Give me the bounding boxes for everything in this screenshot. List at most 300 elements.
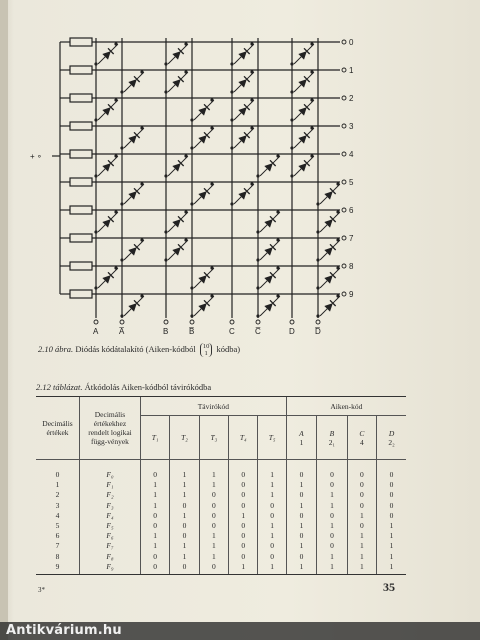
output-label: 1 bbox=[349, 66, 354, 75]
teleprinter-bit-cell: 1 bbox=[258, 521, 286, 531]
junction-dot bbox=[210, 266, 213, 269]
teleprinter-bit-cell: 1 bbox=[140, 490, 169, 500]
aiken-bit-cell: 0 bbox=[347, 521, 376, 531]
aiken-bit-cell: 1 bbox=[347, 562, 376, 575]
aiken-bit-cell: 0 bbox=[347, 501, 376, 511]
junction-dot bbox=[276, 238, 279, 241]
diode-part bbox=[98, 225, 105, 232]
junction-dot bbox=[114, 210, 117, 213]
junction-dot bbox=[250, 98, 253, 101]
teleprinter-bit-cell: 1 bbox=[140, 541, 169, 551]
teleprinter-bit-cell: 0 bbox=[140, 460, 169, 481]
teleprinter-bit-cell: 1 bbox=[199, 460, 228, 481]
teleprinter-bit-cell: 1 bbox=[258, 460, 286, 481]
aiken-bit-cell: 1 bbox=[286, 521, 316, 531]
aiken-bit-cell: 0 bbox=[317, 480, 347, 490]
diode-part bbox=[234, 141, 241, 148]
aiken-bit-cell: 1 bbox=[377, 521, 406, 531]
header-t4: T₄ bbox=[229, 416, 258, 460]
teleprinter-bit-cell: 1 bbox=[170, 460, 199, 481]
aiken-bit-cell: 1 bbox=[377, 531, 406, 541]
binomial-bottom: 1 bbox=[204, 350, 208, 357]
junction-dot bbox=[210, 294, 213, 297]
diode-part bbox=[168, 57, 175, 64]
diode-part bbox=[124, 253, 131, 260]
aiken-bit-cell: 0 bbox=[317, 531, 347, 541]
function-cell: F₈ bbox=[80, 552, 141, 562]
diode-part bbox=[194, 141, 201, 148]
aiken-bit-cell: 0 bbox=[347, 490, 376, 500]
diode-part bbox=[294, 169, 301, 176]
teleprinter-bit-cell: 0 bbox=[140, 521, 169, 531]
diode-part bbox=[124, 197, 131, 204]
junction-dot bbox=[336, 238, 339, 241]
table-row bbox=[36, 552, 406, 562]
junction-dot bbox=[184, 238, 187, 241]
teleprinter-bit-cell: 0 bbox=[199, 501, 228, 511]
decimal-cell: 4 bbox=[55, 510, 60, 520]
junction-dot bbox=[120, 202, 123, 205]
code-input-label: D bbox=[289, 327, 295, 336]
header-b bbox=[317, 416, 347, 460]
header-c-letter: C bbox=[359, 428, 365, 438]
junction-dot bbox=[336, 182, 339, 185]
code-input-terminal bbox=[190, 320, 194, 324]
junction-dot bbox=[310, 126, 313, 129]
junction-dot bbox=[140, 126, 143, 129]
teleprinter-bit-cell: 0 bbox=[199, 562, 228, 575]
resistor bbox=[70, 262, 92, 270]
diode-part bbox=[260, 309, 267, 316]
decimal-cell: 1 bbox=[55, 480, 60, 490]
junction-dot bbox=[140, 294, 143, 297]
junction-dot bbox=[210, 182, 213, 185]
junction-dot bbox=[336, 210, 339, 213]
junction-dot bbox=[336, 294, 339, 297]
junction-dot bbox=[290, 62, 293, 65]
aiken-bit-cell: 0 bbox=[286, 460, 316, 481]
junction-dot bbox=[120, 314, 123, 317]
diode-part bbox=[124, 85, 131, 92]
watermark-text: Antikvárium.hu bbox=[6, 623, 122, 638]
function-cell: F₇ bbox=[80, 541, 141, 551]
code-input-terminal bbox=[120, 320, 124, 324]
aiken-bit-cell: 1 bbox=[317, 562, 347, 575]
code-input-label: B̅ bbox=[189, 327, 195, 336]
junction-dot bbox=[114, 266, 117, 269]
function-cell: F₉ bbox=[80, 562, 141, 575]
aiken-bit-cell: 1 bbox=[286, 562, 316, 575]
aiken-bit-cell: 1 bbox=[347, 511, 376, 521]
table-body bbox=[36, 460, 406, 575]
diode-part bbox=[294, 57, 301, 64]
diode-part bbox=[168, 85, 175, 92]
teleprinter-bit-cell: 1 bbox=[199, 552, 228, 562]
diode-part bbox=[320, 197, 327, 204]
code-input-terminal bbox=[316, 320, 320, 324]
aiken-bit-cell: 0 bbox=[377, 480, 406, 490]
junction-dot bbox=[290, 174, 293, 177]
binomial-top: 10 bbox=[202, 343, 210, 350]
header-d bbox=[377, 416, 406, 460]
diode-part bbox=[168, 169, 175, 176]
teleprinter-bit-cell: 0 bbox=[170, 521, 199, 531]
aiken-bit-cell: 1 bbox=[377, 562, 406, 575]
junction-dot bbox=[210, 98, 213, 101]
output-label: 8 bbox=[349, 262, 354, 271]
junction-dot bbox=[230, 90, 233, 93]
junction-dot bbox=[184, 42, 187, 45]
junction-dot bbox=[190, 118, 193, 121]
teleprinter-bit-cell: 1 bbox=[170, 552, 199, 562]
aiken-bit-cell: 1 bbox=[377, 541, 406, 551]
output-terminal bbox=[342, 264, 346, 268]
input-label: + ∘ bbox=[30, 152, 42, 161]
output-terminal bbox=[342, 68, 346, 72]
aiken-bit-cell: 0 bbox=[377, 460, 406, 481]
junction-dot bbox=[190, 146, 193, 149]
table-row bbox=[36, 541, 406, 551]
decimal-cell: 2 bbox=[55, 490, 60, 500]
teleprinter-bit-cell: 0 bbox=[199, 490, 228, 500]
diode-part bbox=[98, 113, 105, 120]
aiken-bit-cell: 1 bbox=[347, 541, 376, 551]
aiken-code-table bbox=[36, 396, 406, 575]
code-input-label: C̅ bbox=[255, 327, 261, 336]
header-a-letter: A bbox=[299, 428, 304, 438]
diode-part bbox=[320, 253, 327, 260]
resistor bbox=[70, 206, 92, 214]
junction-dot bbox=[114, 42, 117, 45]
junction-dot bbox=[276, 266, 279, 269]
function-cell: F₂ bbox=[80, 490, 141, 500]
output-terminal bbox=[342, 208, 346, 212]
junction-dot bbox=[164, 62, 167, 65]
aiken-bit-cell: 0 bbox=[377, 511, 406, 521]
diode-part bbox=[98, 281, 105, 288]
diode-part bbox=[168, 225, 175, 232]
figure-caption bbox=[38, 343, 240, 357]
header-c bbox=[347, 416, 376, 460]
junction-dot bbox=[256, 230, 259, 233]
aiken-bit-cell: 0 bbox=[377, 490, 406, 500]
aiken-bit-cell: 0 bbox=[317, 541, 347, 551]
junction-dot bbox=[250, 182, 253, 185]
output-terminal bbox=[342, 180, 346, 184]
figure-caption-number: 2.10 ábra. bbox=[38, 343, 74, 354]
code-input-label: B bbox=[163, 327, 169, 336]
teleprinter-bit-cell: 1 bbox=[199, 480, 228, 490]
teleprinter-bit-cell: 0 bbox=[229, 490, 258, 500]
signature-mark: 3* bbox=[38, 586, 45, 594]
junction-dot bbox=[276, 294, 279, 297]
diode-part bbox=[260, 253, 267, 260]
teleprinter-bit-cell: 0 bbox=[140, 511, 169, 521]
junction-dot bbox=[230, 202, 233, 205]
diode-part bbox=[260, 169, 267, 176]
junction-dot bbox=[256, 286, 259, 289]
teleprinter-bit-cell: 1 bbox=[199, 531, 228, 541]
aiken-bit-cell: 0 bbox=[347, 480, 376, 490]
teleprinter-bit-cell: 0 bbox=[229, 521, 258, 531]
teleprinter-bit-cell: 1 bbox=[140, 531, 169, 541]
teleprinter-bit-cell: 1 bbox=[258, 562, 286, 575]
output-label: 7 bbox=[349, 234, 354, 243]
table-row bbox=[36, 501, 406, 511]
junction-dot bbox=[310, 154, 313, 157]
junction-dot bbox=[276, 210, 279, 213]
aiken-bit-cell: 0 bbox=[286, 531, 316, 541]
teleprinter-bit-cell: 1 bbox=[258, 531, 286, 541]
resistor bbox=[70, 178, 92, 186]
code-input-label: D̅ bbox=[315, 327, 321, 336]
header-a bbox=[286, 416, 316, 460]
teleprinter-bit-cell: 0 bbox=[229, 552, 258, 562]
teleprinter-bit-cell: 1 bbox=[170, 480, 199, 490]
code-input-label: A bbox=[93, 327, 99, 336]
junction-dot bbox=[94, 118, 97, 121]
table-row bbox=[36, 521, 406, 531]
junction-dot bbox=[114, 154, 117, 157]
junction-dot bbox=[94, 230, 97, 233]
teleprinter-bit-cell: 1 bbox=[170, 490, 199, 500]
resistor bbox=[70, 94, 92, 102]
table-caption bbox=[36, 382, 211, 392]
teleprinter-bit-cell: 0 bbox=[258, 541, 286, 551]
teleprinter-bit-cell: 0 bbox=[199, 511, 228, 521]
junction-dot bbox=[256, 258, 259, 261]
junction-dot bbox=[310, 70, 313, 73]
teleprinter-bit-cell: 0 bbox=[170, 562, 199, 575]
resistor bbox=[70, 234, 92, 242]
junction-dot bbox=[190, 202, 193, 205]
diode-part bbox=[260, 225, 267, 232]
teleprinter-bit-cell: 0 bbox=[229, 531, 258, 541]
aiken-bit-cell: 0 bbox=[317, 460, 347, 481]
teleprinter-bit-cell: 1 bbox=[140, 480, 169, 490]
junction-dot bbox=[230, 146, 233, 149]
diode-part bbox=[98, 57, 105, 64]
decimal-cell: 9 bbox=[36, 562, 80, 575]
decimal-cell: 7 bbox=[55, 541, 60, 551]
diode-part bbox=[294, 85, 301, 92]
function-cell: F₆ bbox=[80, 531, 141, 541]
aiken-bit-cell: 0 bbox=[286, 511, 316, 521]
junction-dot bbox=[230, 62, 233, 65]
junction-dot bbox=[184, 70, 187, 73]
output-terminal bbox=[342, 152, 346, 156]
aiken-bit-cell: 0 bbox=[286, 552, 316, 562]
aiken-bit-cell: 1 bbox=[317, 501, 347, 511]
aiken-bit-cell: 1 bbox=[317, 552, 347, 562]
junction-dot bbox=[120, 258, 123, 261]
junction-dot bbox=[120, 90, 123, 93]
teleprinter-bit-cell: 1 bbox=[258, 490, 286, 500]
junction-dot bbox=[164, 174, 167, 177]
table-row bbox=[36, 490, 406, 500]
teleprinter-bit-cell: 0 bbox=[258, 501, 286, 511]
junction-dot bbox=[164, 90, 167, 93]
diode-part bbox=[194, 197, 201, 204]
col-decimal-header: Decimális értékek bbox=[36, 397, 80, 460]
header-t5: T₅ bbox=[258, 416, 286, 460]
function-cell: F₃ bbox=[80, 501, 141, 511]
junction-dot bbox=[120, 146, 123, 149]
aiken-bit-cell: 1 bbox=[317, 521, 347, 531]
code-input-terminal bbox=[164, 320, 168, 324]
decimal-cell: 0 bbox=[55, 470, 60, 479]
diode-part bbox=[194, 113, 201, 120]
header-t1: T₁ bbox=[140, 416, 169, 460]
teleprinter-bit-cell: 0 bbox=[258, 552, 286, 562]
code-input-terminal bbox=[256, 320, 260, 324]
output-label: 3 bbox=[349, 122, 354, 131]
teleprinter-bit-cell: 0 bbox=[229, 541, 258, 551]
junction-dot bbox=[140, 182, 143, 185]
junction-dot bbox=[230, 118, 233, 121]
output-label: 6 bbox=[349, 206, 354, 215]
diode-part bbox=[320, 309, 327, 316]
decimal-cell: 6 bbox=[55, 531, 60, 541]
junction-dot bbox=[310, 98, 313, 101]
junction-dot bbox=[290, 146, 293, 149]
diode-part bbox=[234, 57, 241, 64]
figure-caption-text: Diódás kódátalakító (Aiken-kódból bbox=[75, 343, 196, 354]
decimal-cell: 3 bbox=[55, 500, 60, 510]
aiken-bit-cell: 1 bbox=[377, 552, 406, 562]
header-a-weight: 1 bbox=[299, 437, 304, 447]
function-cell: F₁ bbox=[80, 480, 141, 490]
aiken-bit-cell: 1 bbox=[317, 490, 347, 500]
junction-dot bbox=[250, 42, 253, 45]
diode-part bbox=[168, 253, 175, 260]
aiken-bit-cell: 0 bbox=[317, 511, 347, 521]
teleprinter-bit-cell: 1 bbox=[229, 511, 258, 521]
code-input-terminal bbox=[94, 320, 98, 324]
aiken-bit-cell: 1 bbox=[347, 552, 376, 562]
diode-part bbox=[320, 281, 327, 288]
teleprinter-bit-cell: 0 bbox=[258, 511, 286, 521]
diode-part bbox=[98, 169, 105, 176]
table-caption-number: 2.12 táblázat. bbox=[36, 382, 83, 392]
col-function-header: Decimális értékekhez rendelt logikai függ-vények bbox=[80, 397, 141, 460]
junction-dot bbox=[210, 126, 213, 129]
function-cell: F₅ bbox=[80, 521, 141, 531]
junction-dot bbox=[316, 258, 319, 261]
code-input-terminal bbox=[230, 320, 234, 324]
group-teleprinter-header: Távirókód bbox=[140, 397, 286, 416]
code-input-terminal bbox=[290, 320, 294, 324]
teleprinter-bit-cell: 1 bbox=[229, 562, 258, 575]
diode-part bbox=[294, 113, 301, 120]
output-terminal bbox=[342, 236, 346, 240]
teleprinter-bit-cell: 0 bbox=[170, 501, 199, 511]
junction-dot bbox=[114, 98, 117, 101]
header-t2: T₂ bbox=[170, 416, 199, 460]
diode-part bbox=[234, 197, 241, 204]
teleprinter-bit-cell: 0 bbox=[140, 552, 169, 562]
output-label: 4 bbox=[349, 150, 354, 159]
header-d-weight: 2₂ bbox=[388, 437, 395, 447]
junction-dot bbox=[316, 314, 319, 317]
header-c-weight: 4 bbox=[359, 437, 364, 447]
header-b-weight: 2₁ bbox=[328, 437, 336, 447]
resistor bbox=[70, 150, 92, 158]
teleprinter-bit-cell: 1 bbox=[258, 480, 286, 490]
junction-dot bbox=[190, 314, 193, 317]
junction-dot bbox=[164, 230, 167, 233]
header-b-letter: B bbox=[329, 428, 335, 438]
aiken-bit-cell: 1 bbox=[347, 531, 376, 541]
diode-matrix-diagram bbox=[30, 30, 372, 336]
teleprinter-bit-cell: 1 bbox=[140, 501, 169, 511]
teleprinter-bit-cell: 1 bbox=[199, 541, 228, 551]
aiken-bit-cell: 1 bbox=[286, 541, 316, 551]
junction-dot bbox=[276, 154, 279, 157]
header-t3: T₃ bbox=[199, 416, 228, 460]
junction-dot bbox=[256, 174, 259, 177]
teleprinter-bit-cell: 0 bbox=[199, 521, 228, 531]
table-row bbox=[36, 531, 406, 541]
function-cell: F₀ bbox=[80, 460, 141, 481]
output-terminal bbox=[342, 124, 346, 128]
page-number: 35 bbox=[383, 580, 395, 594]
resistor bbox=[70, 290, 92, 298]
junction-dot bbox=[140, 70, 143, 73]
junction-dot bbox=[94, 286, 97, 289]
teleprinter-bit-cell: 1 bbox=[170, 541, 199, 551]
code-input-label: A̅ bbox=[119, 327, 125, 336]
resistor bbox=[70, 122, 92, 130]
junction-dot bbox=[250, 126, 253, 129]
diode-part bbox=[234, 85, 241, 92]
diode-part bbox=[294, 141, 301, 148]
diode-part bbox=[260, 281, 267, 288]
header-d-letter: D bbox=[388, 428, 395, 438]
junction-dot bbox=[250, 70, 253, 73]
junction-dot bbox=[290, 90, 293, 93]
output-label: 9 bbox=[349, 290, 354, 299]
aiken-bit-cell: 1 bbox=[286, 501, 316, 511]
resistor bbox=[70, 38, 92, 46]
junction-dot bbox=[94, 174, 97, 177]
junction-dot bbox=[184, 154, 187, 157]
junction-dot bbox=[316, 230, 319, 233]
table-row bbox=[36, 511, 406, 521]
junction-dot bbox=[190, 286, 193, 289]
diode-part bbox=[320, 225, 327, 232]
teleprinter-bit-cell: 0 bbox=[229, 501, 258, 511]
decimal-cell: 5 bbox=[55, 521, 60, 531]
table-row bbox=[36, 460, 406, 481]
junction-dot bbox=[336, 266, 339, 269]
page-binding-shadow bbox=[0, 0, 8, 640]
group-aiken-header: Aiken-kód bbox=[286, 397, 406, 416]
junction-dot bbox=[140, 238, 143, 241]
diode-part bbox=[194, 281, 201, 288]
junction-dot bbox=[256, 314, 259, 317]
resistor bbox=[70, 66, 92, 74]
aiken-bit-cell: 0 bbox=[377, 501, 406, 511]
teleprinter-bit-cell: 0 bbox=[170, 531, 199, 541]
table-row bbox=[36, 562, 406, 575]
code-input-label: C bbox=[229, 327, 235, 336]
figure-caption-end: kódba) bbox=[216, 343, 241, 354]
teleprinter-bit-cell: 1 bbox=[170, 511, 199, 521]
output-label: 2 bbox=[349, 94, 354, 103]
teleprinter-bit-cell: 0 bbox=[229, 460, 258, 481]
teleprinter-bit-cell: 0 bbox=[140, 562, 169, 575]
